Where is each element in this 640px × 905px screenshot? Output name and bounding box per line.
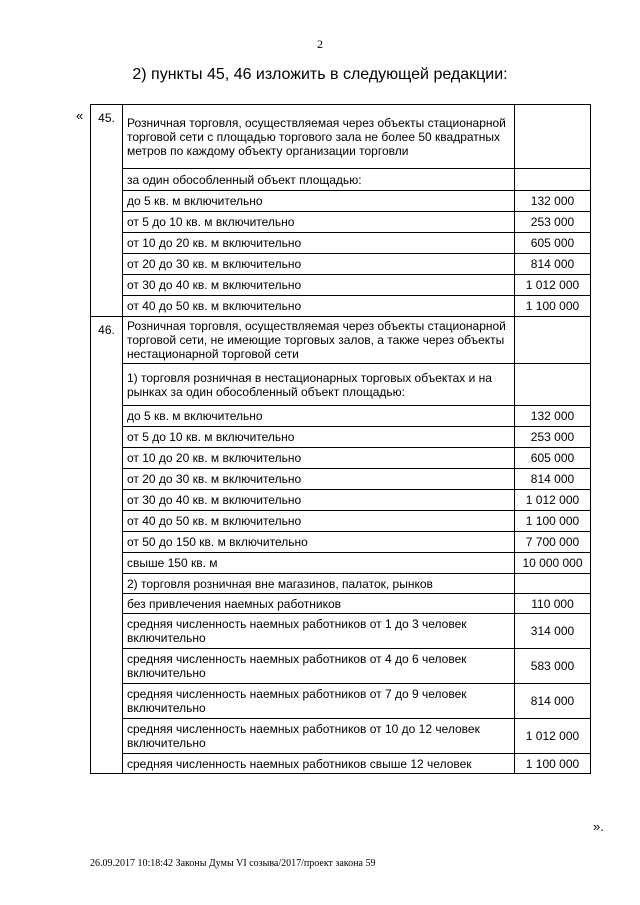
row-value: 814 000 xyxy=(515,254,591,275)
row-value: 1 100 000 xyxy=(515,296,591,317)
row-value: 7 700 000 xyxy=(515,532,591,553)
item-title: Розничная торговля, осуществляемая через объекты стационарной торговой сети с площадью торгового зала не более 50 квадратных метров по каждому объекту организации торговли xyxy=(123,105,515,169)
row-value: 814 000 xyxy=(515,684,591,719)
table-row xyxy=(91,317,591,364)
row-value: 253 000 xyxy=(515,427,591,448)
row-value: 10 000 000 xyxy=(515,553,591,574)
table-row xyxy=(91,754,591,774)
row-label: до 5 кв. м включительно xyxy=(123,406,515,427)
row-label: от 5 до 10 кв. м включительно xyxy=(123,427,515,448)
row-value: 583 000 xyxy=(515,649,591,684)
row-label: свыше 150 кв. м xyxy=(123,553,515,574)
row-label: от 5 до 10 кв. м включительно xyxy=(123,212,515,233)
row-label: от 20 до 30 кв. м включительно xyxy=(123,469,515,490)
row-value: 814 000 xyxy=(515,469,591,490)
opening-quote: « xyxy=(76,108,84,123)
row-value: 314 000 xyxy=(515,614,591,649)
table-row xyxy=(91,532,591,553)
row-value: 1 100 000 xyxy=(515,511,591,532)
row-label: от 40 до 50 кв. м включительно xyxy=(123,296,515,317)
row-label: средняя численность наемных работников свыше 12 человек xyxy=(123,754,515,774)
table-row xyxy=(91,427,591,448)
table-row xyxy=(91,553,591,574)
row-value: 1 100 000 xyxy=(515,754,591,774)
empty-value-cell xyxy=(515,317,591,364)
table-row xyxy=(91,212,591,233)
table-row xyxy=(91,406,591,427)
table-row xyxy=(91,105,591,169)
table-row xyxy=(91,511,591,532)
page-number: 2 xyxy=(317,37,323,51)
row-label: от 20 до 30 кв. м включительно xyxy=(123,254,515,275)
table-row xyxy=(91,614,591,649)
empty-value-cell xyxy=(515,105,591,169)
empty-value-cell xyxy=(515,574,591,594)
empty-value-cell xyxy=(515,364,591,406)
row-label: от 50 до 150 кв. м включительно xyxy=(123,532,515,553)
subheading-cell: 2) торговля розничная вне магазинов, палаток, рынков xyxy=(123,574,515,594)
item-number: 46. xyxy=(91,317,123,774)
table-row xyxy=(91,649,591,684)
subheading-cell: за один обособленный объект площадью: xyxy=(123,169,515,191)
row-value: 132 000 xyxy=(515,406,591,427)
row-value: 1 012 000 xyxy=(515,719,591,754)
table-row xyxy=(91,490,591,511)
row-label: от 40 до 50 кв. м включительно xyxy=(123,511,515,532)
row-label: от 10 до 20 кв. м включительно xyxy=(123,233,515,254)
row-label: средняя численность наемных работников от 7 до 9 человек включительно xyxy=(123,684,515,719)
table-row xyxy=(91,296,591,317)
row-label: средняя численность наемных работников от 1 до 3 человек включительно xyxy=(123,614,515,649)
row-value: 605 000 xyxy=(515,448,591,469)
row-label: средняя численность наемных работников от 10 до 12 человек включительно xyxy=(123,719,515,754)
table-row xyxy=(91,364,591,406)
row-value: 1 012 000 xyxy=(515,275,591,296)
item-title: Розничная торговля, осуществляемая через объекты стационарной торговой сети, не имеющие торговых залов, а также через объекты нестационарной торговой сети xyxy=(123,317,515,364)
row-value: 605 000 xyxy=(515,233,591,254)
row-value: 1 012 000 xyxy=(515,490,591,511)
row-value: 110 000 xyxy=(515,594,591,614)
empty-value-cell xyxy=(515,169,591,191)
table-row xyxy=(91,191,591,212)
row-value: 132 000 xyxy=(515,191,591,212)
row-label: до 5 кв. м включительно xyxy=(123,191,515,212)
amendment-heading: 2) пункты 45, 46 изложить в следующей редакции: xyxy=(132,66,508,83)
tax-rate-table xyxy=(90,104,591,774)
table-row xyxy=(91,684,591,719)
table-row xyxy=(91,275,591,296)
row-label: от 30 до 40 кв. м включительно xyxy=(123,275,515,296)
table-row xyxy=(91,574,591,594)
table-row xyxy=(91,594,591,614)
table-row xyxy=(91,469,591,490)
table-row xyxy=(91,448,591,469)
row-value: 253 000 xyxy=(515,212,591,233)
subheading-cell: 1) торговля розничная в нестационарных торговых объектах и на рынках за один обособленный объект площадью: xyxy=(123,364,515,406)
row-label: от 30 до 40 кв. м включительно xyxy=(123,490,515,511)
table-row xyxy=(91,169,591,191)
closing-quote: ». xyxy=(593,819,604,834)
table-row xyxy=(91,719,591,754)
document-footer: 26.09.2017 10:18:42 Законы Думы VI созыва/2017/проект закона 59 xyxy=(90,858,376,869)
item-number: 45. xyxy=(91,105,123,317)
table-row xyxy=(91,254,591,275)
table-row xyxy=(91,233,591,254)
row-label: без привлечения наемных работников xyxy=(123,594,515,614)
row-label: от 10 до 20 кв. м включительно xyxy=(123,448,515,469)
row-label: средняя численность наемных работников от 4 до 6 человек включительно xyxy=(123,649,515,684)
